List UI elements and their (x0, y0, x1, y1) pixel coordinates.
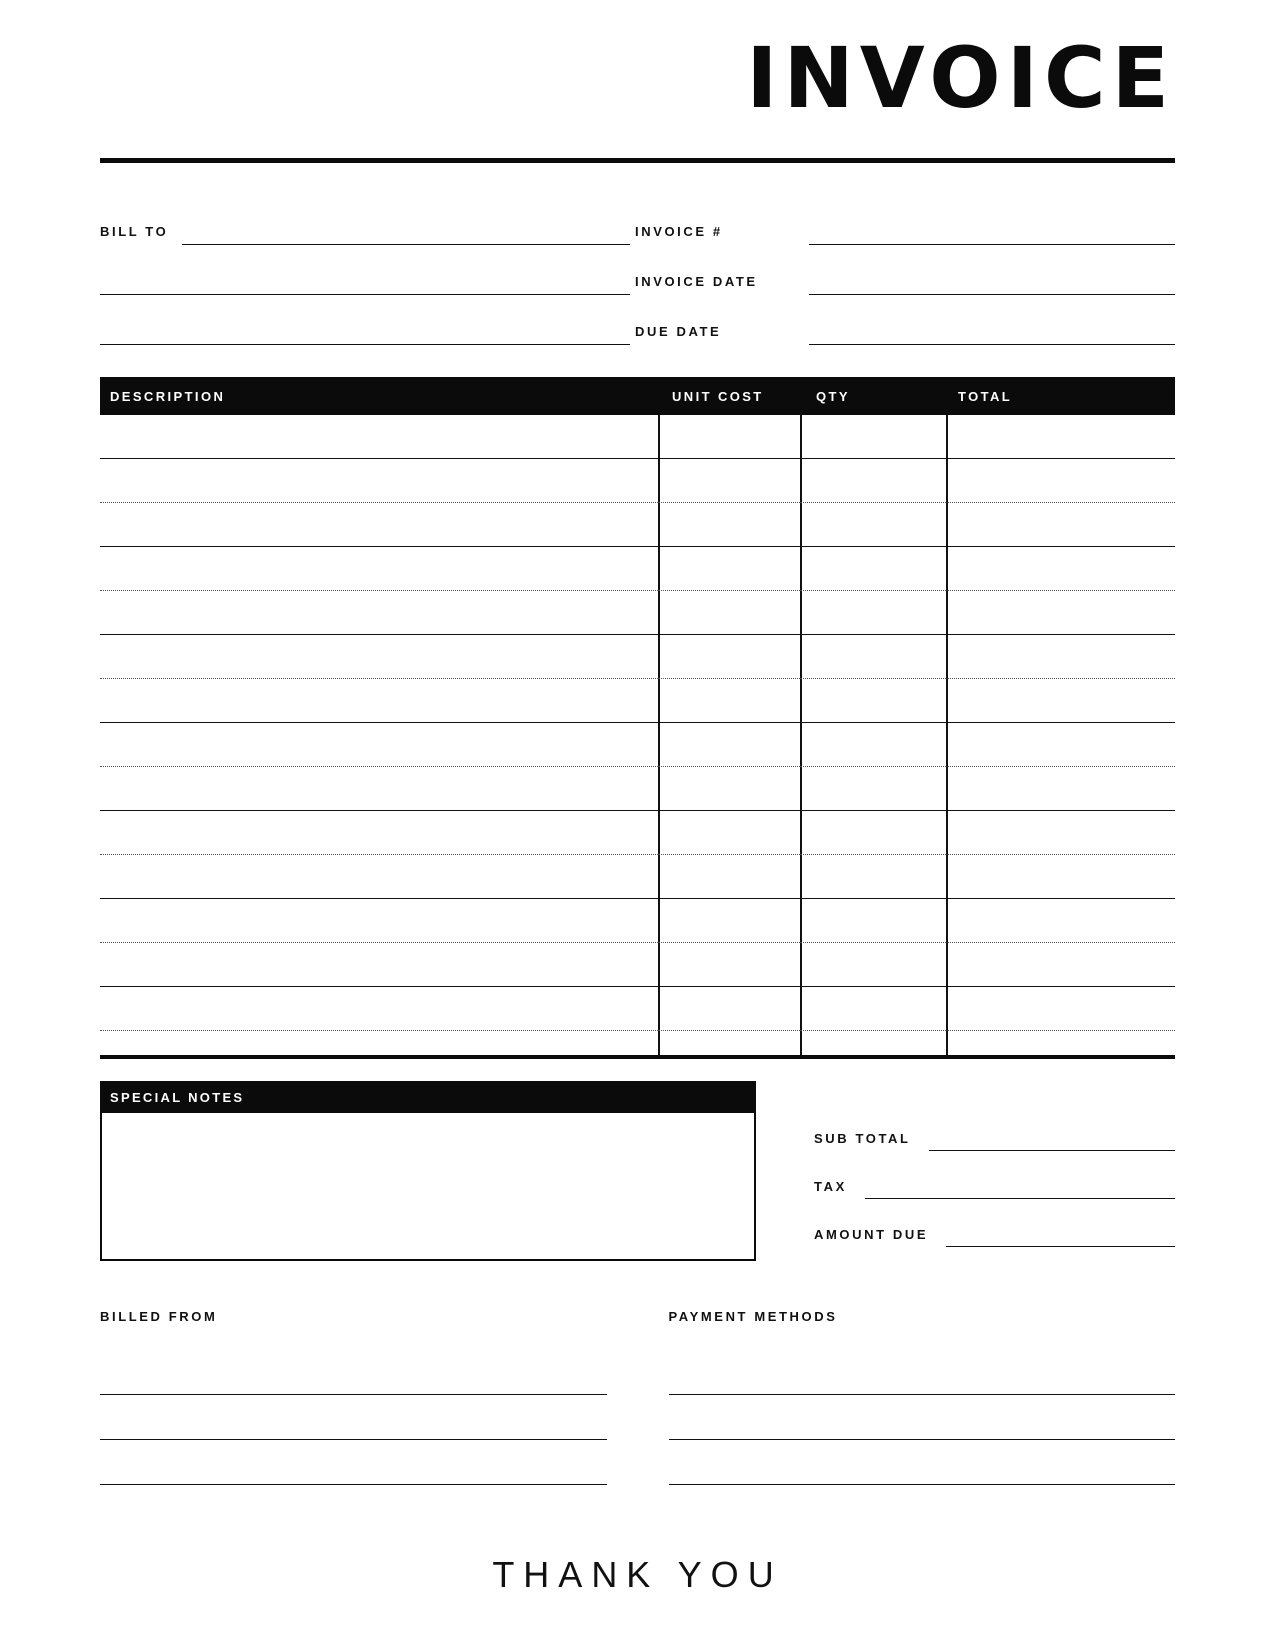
payment-methods-block (669, 1309, 1176, 1485)
footer-section (100, 1309, 1175, 1485)
cell-unit-cost[interactable] (658, 415, 800, 459)
invoice-title-row (100, 0, 1175, 127)
cell-unit-cost[interactable] (658, 503, 800, 547)
cell-qty[interactable] (800, 943, 946, 987)
billed-from-block (100, 1309, 669, 1485)
table-row (100, 899, 1175, 943)
cell-total[interactable] (946, 459, 1175, 503)
title-divider (100, 158, 1175, 163)
table-row (100, 679, 1175, 723)
invoice-date-row (635, 245, 1175, 295)
cell-total[interactable] (946, 679, 1175, 723)
cell-qty[interactable] (800, 899, 946, 943)
cell-qty[interactable] (800, 591, 946, 635)
cell-qty[interactable] (800, 855, 946, 899)
special-notes-block (100, 1081, 756, 1261)
bill-to-row-2 (100, 245, 630, 295)
cell-unit-cost[interactable] (658, 767, 800, 811)
cell-total[interactable] (946, 503, 1175, 547)
items-table (100, 377, 1175, 1059)
bill-to-row-3 (100, 295, 630, 345)
table-row (100, 855, 1175, 899)
cell-unit-cost[interactable] (658, 723, 800, 767)
special-notes-label: SPECIAL NOTES (110, 1089, 245, 1105)
cell-qty[interactable] (800, 459, 946, 503)
special-notes-textarea[interactable] (100, 1113, 756, 1261)
cell-total[interactable] (946, 767, 1175, 811)
cell-total[interactable] (946, 855, 1175, 899)
cell-total[interactable] (946, 987, 1175, 1031)
billed-from-input-3[interactable] (100, 1440, 607, 1485)
amount-due-input[interactable] (946, 1245, 1175, 1247)
payment-methods-input-2[interactable] (669, 1395, 1176, 1440)
bill-to-block (100, 195, 630, 345)
special-notes-header (100, 1081, 756, 1113)
notes-and-totals-section (100, 1081, 1175, 1261)
cell-description[interactable] (100, 811, 658, 855)
totals-block (756, 1081, 1175, 1261)
subtotal-label: SUB TOTAL (814, 1131, 911, 1146)
cell-description[interactable] (100, 855, 658, 899)
amount-due-row (814, 1199, 1175, 1247)
cell-description[interactable] (100, 459, 658, 503)
cell-description[interactable] (100, 679, 658, 723)
cell-description[interactable] (100, 415, 658, 459)
cell-qty[interactable] (800, 811, 946, 855)
payment-methods-label: PAYMENT METHODS (668, 1309, 838, 1324)
bill-to-input-3[interactable] (100, 343, 630, 345)
cell-description[interactable] (100, 767, 658, 811)
invoice-meta-block (630, 195, 1175, 345)
cell-unit-cost[interactable] (658, 591, 800, 635)
cell-qty[interactable] (800, 723, 946, 767)
cell-qty[interactable] (800, 547, 946, 591)
cell-description[interactable] (100, 943, 658, 987)
amount-due-label: AMOUNT DUE (814, 1227, 929, 1242)
table-row (100, 987, 1175, 1031)
cell-qty[interactable] (800, 987, 946, 1031)
cell-description[interactable] (100, 503, 658, 547)
cell-unit-cost[interactable] (658, 899, 800, 943)
due-date-input[interactable] (809, 343, 1175, 345)
invoice-date-label: INVOICE DATE (635, 274, 758, 289)
cell-total[interactable] (946, 811, 1175, 855)
cell-description[interactable] (100, 723, 658, 767)
subtotal-row (814, 1103, 1175, 1151)
cell-unit-cost[interactable] (658, 459, 800, 503)
subtotal-input[interactable] (929, 1149, 1175, 1151)
column-header-description: DESCRIPTION (110, 388, 226, 404)
invoice-date-input[interactable] (809, 293, 1175, 295)
cell-qty[interactable] (800, 635, 946, 679)
due-date-row (635, 295, 1175, 345)
items-rows (100, 415, 1175, 1031)
cell-qty[interactable] (800, 415, 946, 459)
due-date-label: DUE DATE (635, 324, 722, 339)
table-row (100, 503, 1175, 547)
tax-input[interactable] (865, 1197, 1175, 1199)
bill-to-input-1[interactable] (182, 243, 630, 245)
column-header-qty: QTY (816, 388, 850, 404)
cell-total[interactable] (946, 415, 1175, 459)
cell-unit-cost[interactable] (658, 635, 800, 679)
table-row (100, 635, 1175, 679)
thank-you-text: THANK YOU (492, 1554, 783, 1595)
cell-total[interactable] (946, 547, 1175, 591)
bill-to-label: BILL TO (100, 224, 169, 239)
cell-unit-cost[interactable] (658, 855, 800, 899)
bill-to-row-1 (100, 195, 630, 245)
cell-total[interactable] (946, 635, 1175, 679)
invoice-meta-section (100, 195, 1175, 345)
billed-from-input-1[interactable] (100, 1350, 607, 1395)
bill-to-input-2[interactable] (100, 293, 630, 295)
cell-description[interactable] (100, 547, 658, 591)
payment-methods-input-3[interactable] (669, 1440, 1176, 1485)
items-table-body (100, 415, 1175, 1059)
cell-unit-cost[interactable] (658, 811, 800, 855)
tax-row (814, 1151, 1175, 1199)
invoice-number-row (635, 195, 1175, 245)
billed-from-input-2[interactable] (100, 1395, 607, 1440)
cell-qty[interactable] (800, 679, 946, 723)
table-row (100, 723, 1175, 767)
billed-from-label: BILLED FROM (100, 1309, 218, 1324)
table-row (100, 767, 1175, 811)
table-row (100, 811, 1175, 855)
column-header-unit-cost: UNIT COST (672, 388, 764, 404)
cell-description[interactable] (100, 987, 658, 1031)
cell-qty[interactable] (800, 503, 946, 547)
cell-description[interactable] (100, 591, 658, 635)
cell-description[interactable] (100, 899, 658, 943)
payment-methods-input-1[interactable] (669, 1350, 1176, 1395)
cell-qty[interactable] (800, 767, 946, 811)
cell-unit-cost[interactable] (658, 679, 800, 723)
invoice-number-label: INVOICE # (635, 224, 723, 239)
cell-unit-cost[interactable] (658, 943, 800, 987)
table-row (100, 459, 1175, 503)
page-title: INVOICE (746, 29, 1175, 127)
cell-total[interactable] (946, 899, 1175, 943)
table-row (100, 547, 1175, 591)
cell-description[interactable] (100, 635, 658, 679)
column-header-total: TOTAL (958, 388, 1013, 404)
cell-total[interactable] (946, 943, 1175, 987)
table-row (100, 943, 1175, 987)
table-row (100, 415, 1175, 459)
cell-total[interactable] (946, 723, 1175, 767)
cell-unit-cost[interactable] (658, 987, 800, 1031)
tax-label: TAX (814, 1179, 847, 1194)
cell-unit-cost[interactable] (658, 547, 800, 591)
table-row (100, 591, 1175, 635)
items-table-header (100, 377, 1175, 415)
cell-total[interactable] (946, 591, 1175, 635)
invoice-number-input[interactable] (809, 243, 1175, 245)
